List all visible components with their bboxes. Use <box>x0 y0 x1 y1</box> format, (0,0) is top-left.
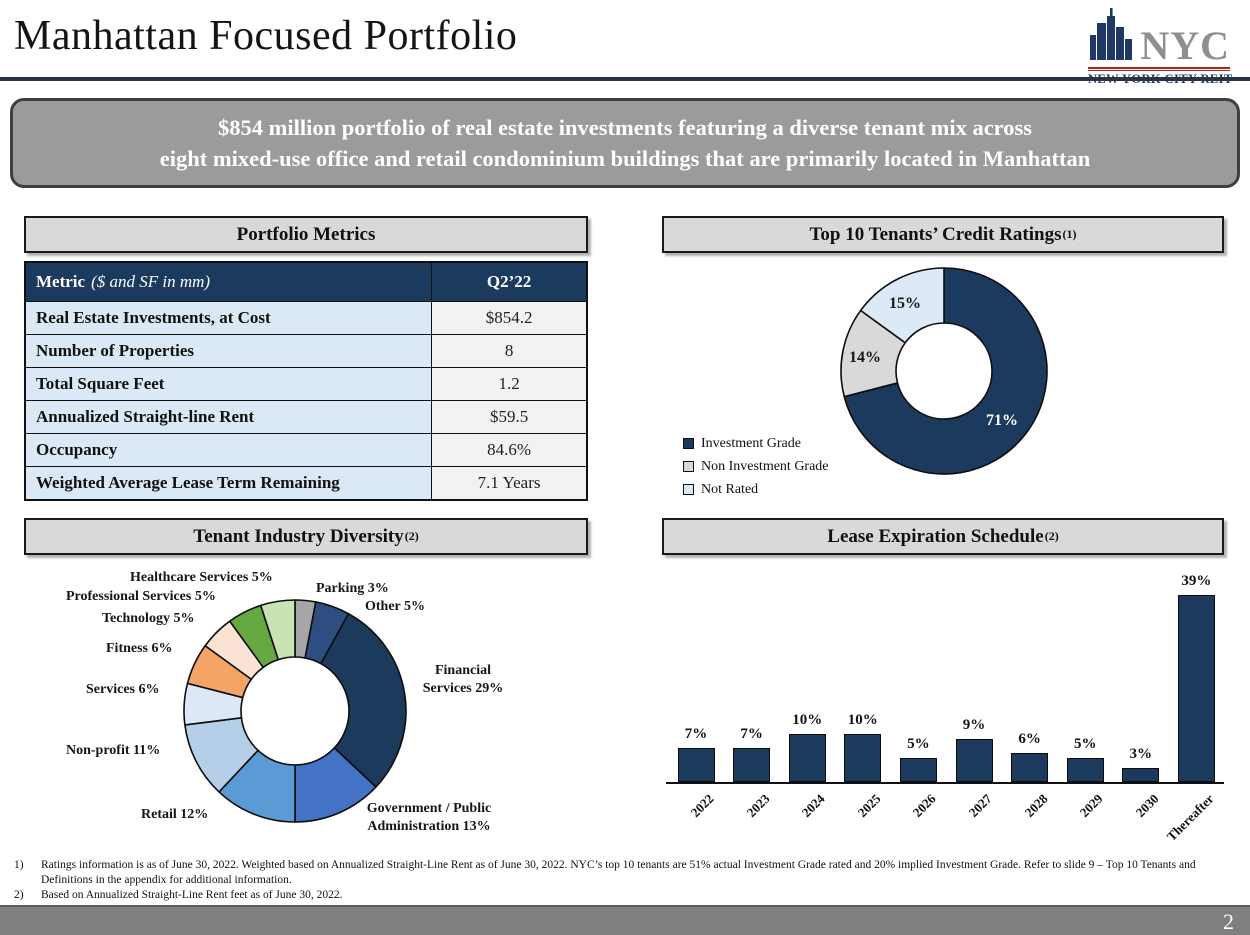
table-row <box>26 466 586 499</box>
row-label: Number of Properties <box>26 335 431 367</box>
footnote-number: 2) <box>14 889 24 901</box>
tenant-industry-donut-chart <box>180 596 410 826</box>
legend-swatch-non-investment-grade <box>683 461 694 472</box>
credit-ratings-donut-chart <box>832 259 1056 483</box>
credit-ratings-legend <box>683 432 829 501</box>
tenant-label-retail: Retail 12% <box>141 807 209 822</box>
lease-bar-2027 <box>956 739 993 782</box>
bar-value-label-2030: 3% <box>1129 746 1153 762</box>
tenant-label-financial <box>411 662 515 698</box>
bar-category-label-2030: 2030 <box>1132 791 1162 820</box>
table-row <box>26 334 586 367</box>
tenant-industry-footnote-ref: (2) <box>404 529 419 543</box>
legend-label: Not Rated <box>701 481 759 497</box>
legend-swatch-not-rated <box>683 484 694 495</box>
logo-acronym: NYC <box>1140 23 1230 68</box>
tenant-label-financial-line2: Services 29% <box>422 681 504 696</box>
footnote-1 <box>0 858 1250 887</box>
bar-category-label-2023: 2023 <box>743 791 773 820</box>
footnote-text: Based on Annualized Straight-Line Rent feet as of June 30, 2022. <box>41 889 343 901</box>
bar-value-label-2028: 6% <box>1018 731 1041 747</box>
tenant-label-nonprofit: Non-profit 11% <box>66 743 161 758</box>
legend-label: Investment Grade <box>701 435 801 451</box>
tenant-industry-header <box>24 518 588 555</box>
table-header-quarter: Q2’22 <box>431 263 586 301</box>
credit-slice-label-not-rated: 15% <box>889 295 921 312</box>
footer-bar <box>0 905 1250 935</box>
lease-bar-2023 <box>733 748 770 782</box>
portfolio-metrics-table <box>24 261 588 501</box>
portfolio-metrics-header-text: Portfolio Metrics <box>236 223 376 245</box>
credit-ratings-footnote-ref: (1) <box>1062 227 1077 241</box>
footnote-2 <box>0 888 1250 903</box>
row-value: 84.6% <box>431 434 586 466</box>
legend-item <box>683 478 829 501</box>
credit-slice-label-investment-grade: 71% <box>986 412 1018 429</box>
metric-column-label: Metric <box>36 272 86 291</box>
portfolio-metrics-header <box>24 216 588 253</box>
row-label: Total Square Feet <box>26 368 431 400</box>
tenant-label-government <box>348 800 510 836</box>
bar-category-label-2024: 2024 <box>798 791 828 820</box>
bar-category-label-2027: 2027 <box>965 791 995 820</box>
credit-ratings-header-text: Top 10 Tenants’ Credit Ratings <box>809 223 1062 245</box>
table-row <box>26 433 586 466</box>
row-label: Weighted Average Lease Term Remaining <box>26 467 431 499</box>
bar-category-label-2026: 2026 <box>910 791 939 820</box>
lease-bar-2022 <box>678 748 715 782</box>
tenant-label-financial-line1: Financial <box>434 663 491 678</box>
legend-label: Non Investment Grade <box>701 458 829 474</box>
bar-category-label-thereafter: Thereafter <box>1164 791 1217 844</box>
summary-banner <box>10 98 1240 188</box>
skyline-icon <box>1089 8 1135 65</box>
tenant-label-services: Services 6% <box>86 682 160 697</box>
lease-bar-2028 <box>1011 753 1048 782</box>
banner-line-1: $854 million portfolio of real estate investments featuring a diverse tenant mix across <box>217 115 1033 140</box>
metric-column-note: ($ and SF in mm) <box>91 272 211 291</box>
bar-value-label-2029: 5% <box>1073 736 1097 752</box>
tenant-label-professional: Professional Services 5% <box>66 589 216 604</box>
company-logo <box>1088 8 1230 87</box>
lease-bar-2030 <box>1122 768 1159 782</box>
bar-value-label-2022: 7% <box>684 726 708 742</box>
credit-slice-label-non-investment-grade: 14% <box>849 349 881 366</box>
bar-value-label-thereafter: 39% <box>1181 573 1212 589</box>
row-label: Real Estate Investments, at Cost <box>26 302 431 334</box>
footnotes <box>0 858 1250 904</box>
lease-bar-2025 <box>844 734 881 782</box>
table-header-metric <box>26 263 431 301</box>
title-divider <box>0 77 1250 81</box>
row-value: $854.2 <box>431 302 586 334</box>
bar-category-label-2028: 2028 <box>1021 791 1051 820</box>
table-row <box>26 367 586 400</box>
row-value: 1.2 <box>431 368 586 400</box>
row-value: $59.5 <box>431 401 586 433</box>
lease-bar-thereafter <box>1178 595 1215 782</box>
tenant-label-other: Other 5% <box>365 599 426 614</box>
tenant-label-government-line2: Administration 13% <box>367 819 491 834</box>
footnote-number: 1) <box>14 859 24 871</box>
bar-category-label-2029: 2029 <box>1076 791 1106 820</box>
bar-value-label-2026: 5% <box>907 736 930 752</box>
table-header-row <box>26 263 586 301</box>
row-label: Annualized Straight-line Rent <box>26 401 431 433</box>
row-label: Occupancy <box>26 434 431 466</box>
lease-expiration-bar-chart <box>662 560 1226 860</box>
page-number: 2 <box>1223 909 1234 934</box>
banner-line-2: eight mixed-use office and retail condominium buildings that are primarily located in Manhattan <box>159 146 1091 171</box>
table-row <box>26 400 586 433</box>
lease-expiration-header-text: Lease Expiration Schedule <box>827 525 1044 547</box>
legend-swatch-investment-grade <box>683 438 694 449</box>
lease-expiration-footnote-ref: (2) <box>1044 529 1059 543</box>
footnote-text: Ratings information is as of June 30, 2022. Weighted based on Annualized Straight-Line Rent as of June 30, 2022. NYC’s top 10 tenants are 51% actual Investment Grade rated and 20% implied Investment Grade. Refer to slide 9 – Top 10 Tenants and Definitions in the appendix for additional information. <box>41 859 1196 886</box>
lease-bar-2024 <box>789 734 826 782</box>
tenant-label-fitness: Fitness 6% <box>106 641 173 656</box>
bar-value-label-2027: 9% <box>962 717 986 733</box>
legend-item <box>683 432 829 455</box>
tenant-label-parking: Parking 3% <box>316 581 389 596</box>
credit-ratings-header <box>662 216 1224 253</box>
lease-bar-2029 <box>1067 758 1104 782</box>
table-row <box>26 301 586 334</box>
bar-value-label-2023: 7% <box>740 726 763 742</box>
bar-value-label-2025: 10% <box>847 712 878 728</box>
tenant-label-government-line1: Government / Public <box>366 801 492 816</box>
row-value: 8 <box>431 335 586 367</box>
legend-item <box>683 455 829 478</box>
tenant-label-healthcare: Healthcare Services 5% <box>130 570 273 585</box>
x-axis-line <box>666 782 1224 784</box>
tenant-label-technology: Technology 5% <box>102 611 195 626</box>
bar-category-label-2022: 2022 <box>687 791 717 820</box>
tenant-industry-header-text: Tenant Industry Diversity <box>193 525 404 547</box>
bar-category-label-2025: 2025 <box>854 791 884 820</box>
page-title: Manhattan Focused Portfolio <box>14 13 518 59</box>
bar-value-label-2024: 10% <box>792 712 823 728</box>
lease-expiration-header <box>662 518 1224 555</box>
row-value: 7.1 Years <box>431 467 586 499</box>
lease-bar-2026 <box>900 758 937 782</box>
